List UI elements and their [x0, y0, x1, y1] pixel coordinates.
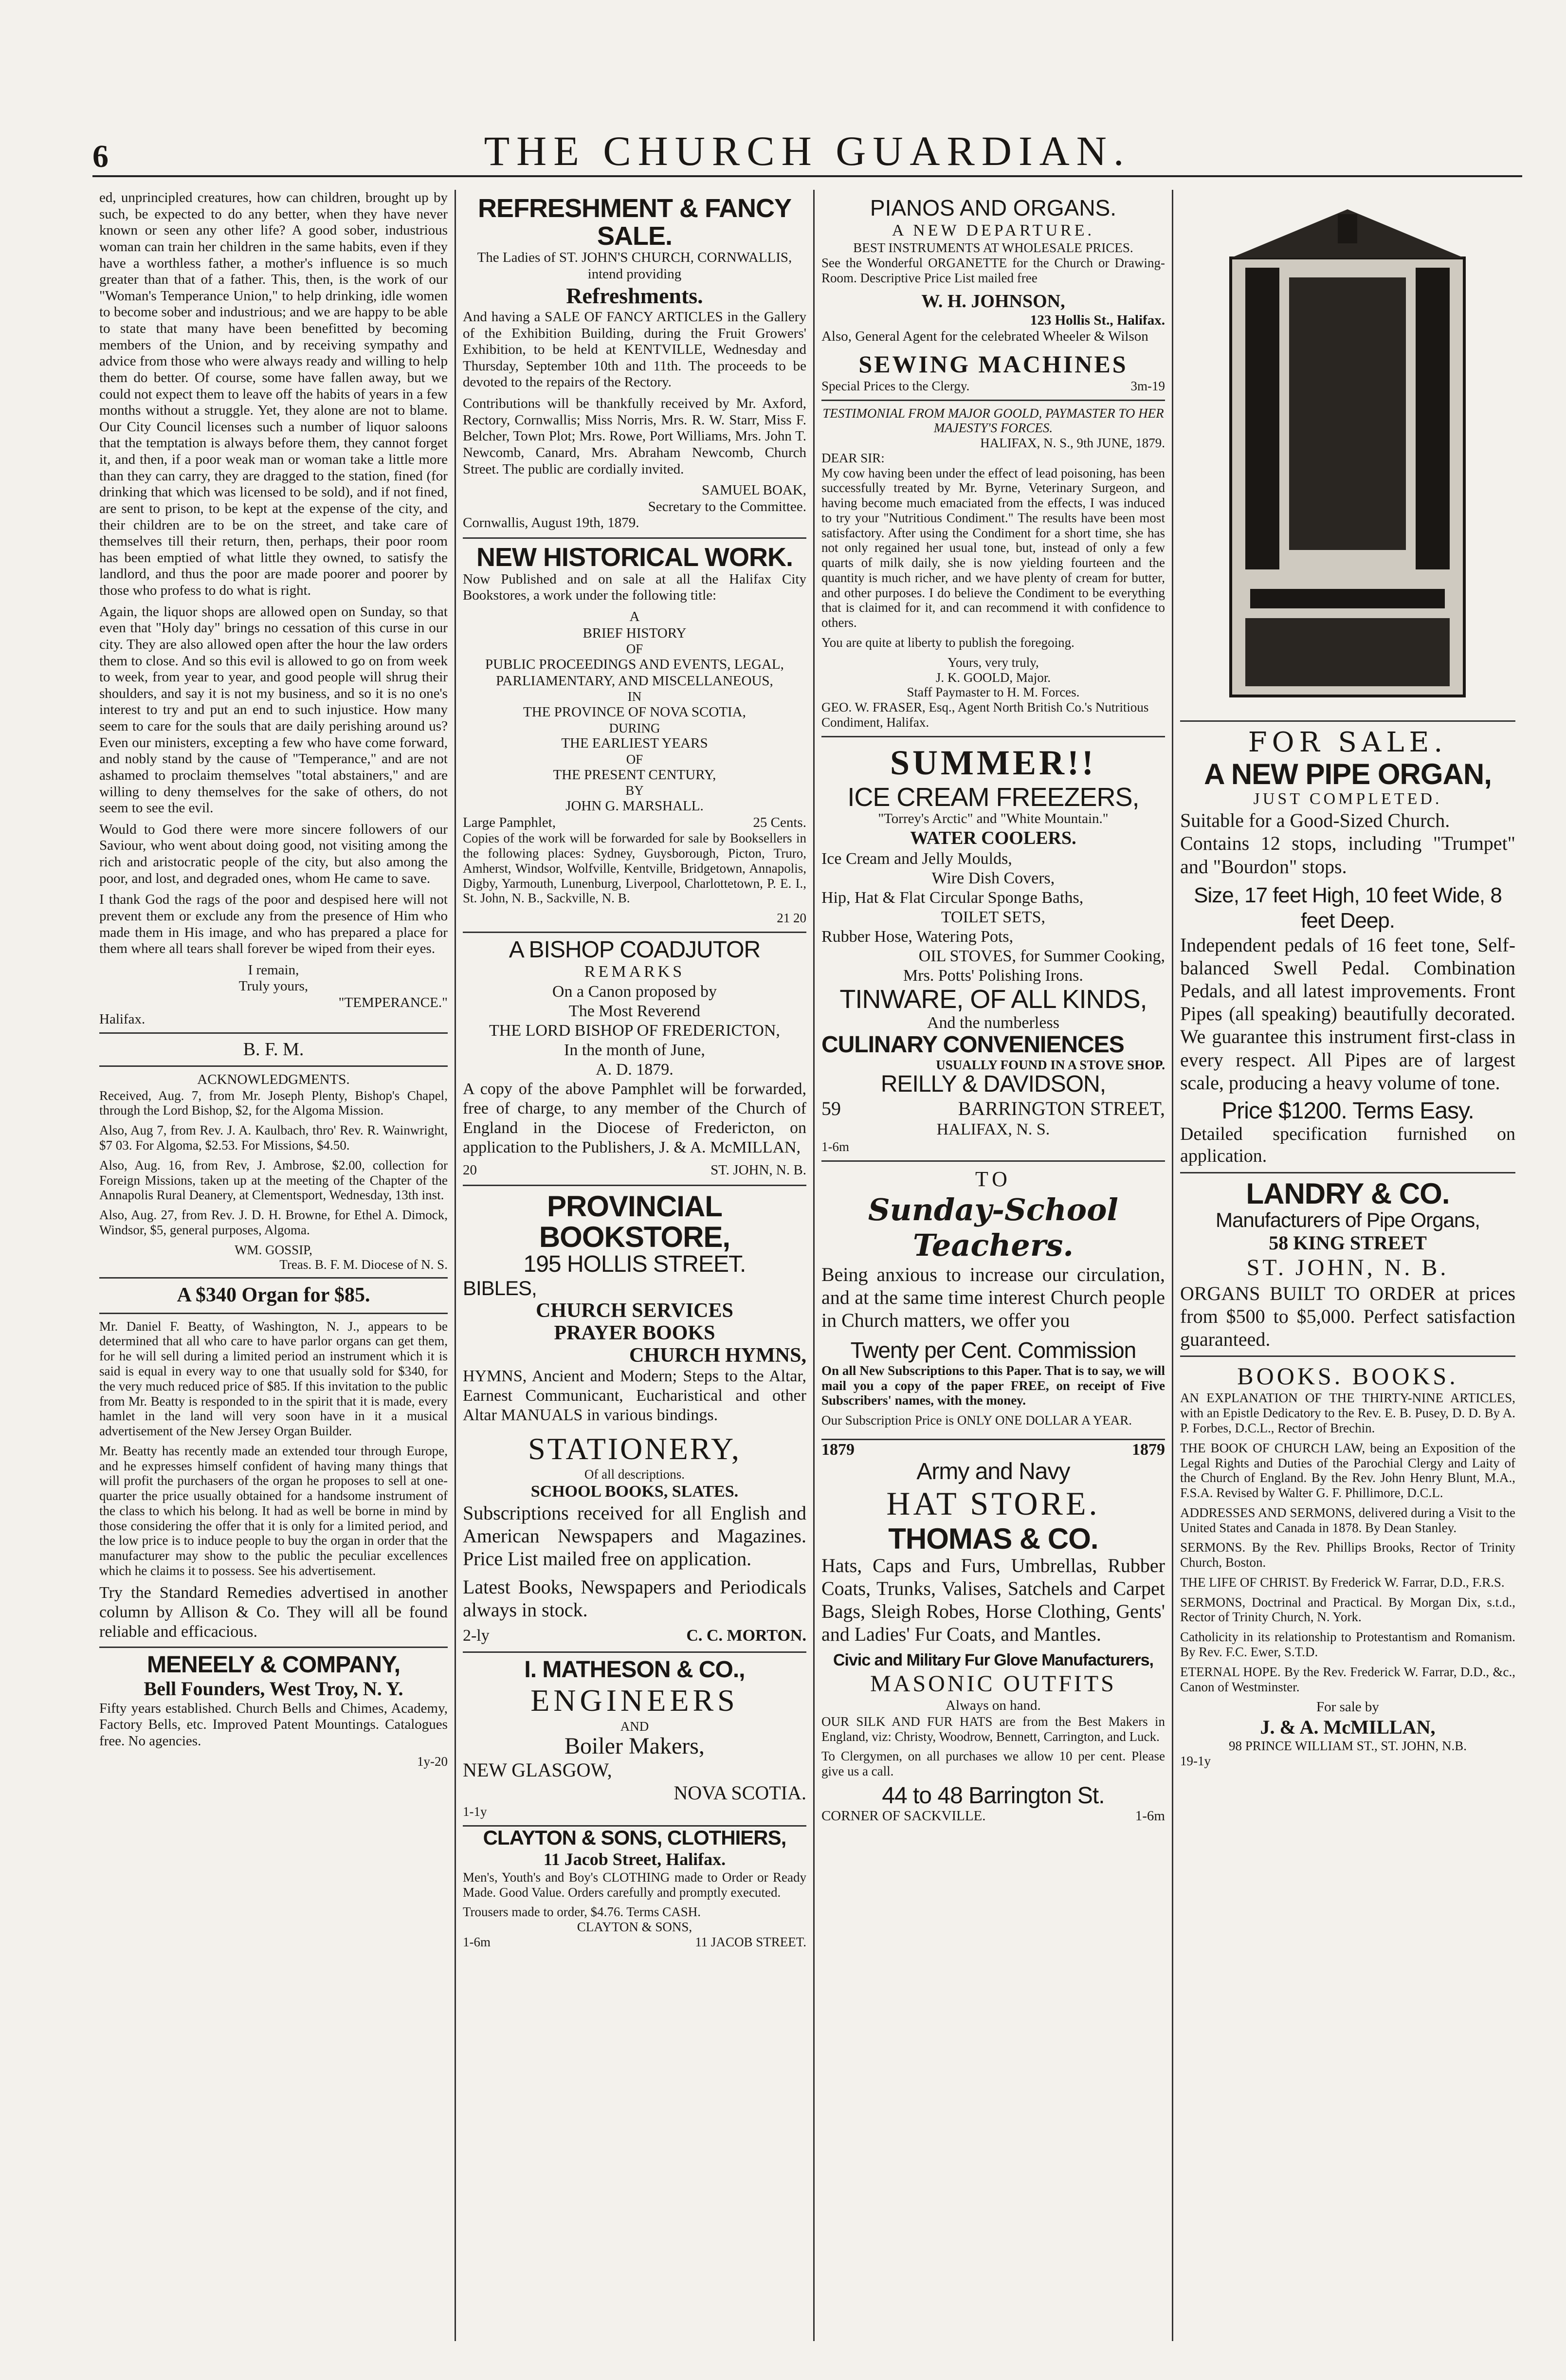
- clayton-ad: [463, 1827, 806, 1949]
- historical-brief: BRIEF HISTORY: [583, 625, 687, 641]
- masthead: THE CHURCH GUARDIAN.: [484, 128, 1131, 174]
- new-pipe-organ: A NEW PIPE ORGAN,: [1204, 758, 1492, 791]
- provincial-hymns-body: HYMNS, Ancient and Modern; Steps to the Altar, Earnest Communicant, Eucharistical and other Altar MANUALS in various bindings.: [462, 1367, 806, 1425]
- st-john: ST. JOHN, N. B.: [1246, 1255, 1449, 1281]
- matheson-place1: NEW GLASGOW,: [462, 1759, 612, 1781]
- meneely-subtitle: Bell Founders, West Troy, N. Y.: [144, 1678, 403, 1700]
- manufacturers: Manufacturers of Pipe Organs,: [1216, 1208, 1480, 1231]
- bishop-title: A BISHOP COADJUTOR: [509, 937, 761, 963]
- pianos-ad: [821, 190, 1165, 401]
- testimonial-dear: DEAR SIR:: [821, 450, 885, 465]
- provincial-code: 2-ly: [462, 1626, 490, 1645]
- refreshment-contributions: Contributions will be thankfully received by Mr. Axford, Rectory, Cornwallis; Miss Norris, Mrs. R. W. Starr, Miss F. Belcher, Town Plot; Mrs. Rowe, Port Williams, Mrs. John T. Newcomb, Canard, Mrs. Abraham Newcomb, Church Street. The public are cordially invited.: [462, 396, 806, 477]
- clayton-address: 11 Jacob Street, Halifax.: [543, 1849, 726, 1869]
- matheson-and: AND: [620, 1719, 649, 1734]
- ack-paragraph: Also, Aug 7, from Rev. J. A. Kaulbach, thro' Rev. R. Wainwright, $7 03. For Algoma, $2.53. For Missions, $4.50.: [99, 1123, 448, 1153]
- bishop-line: The Most Reverend: [568, 1002, 700, 1020]
- reilly-street: BARRINGTON STREET,: [958, 1097, 1165, 1119]
- provincial-church-hymns: CHURCH HYMNS,: [629, 1344, 806, 1367]
- historical-title: NEW HISTORICAL WORK.: [476, 543, 793, 572]
- for-sale-by: For sale by: [1316, 1699, 1379, 1715]
- contains: Contains 12 stops, including "Trumpet" and "Bourdon" stops.: [1180, 832, 1516, 878]
- refreshment-ad: [463, 190, 806, 539]
- teachers-title: Sunday-School Teachers.: [868, 1191, 1118, 1263]
- pianos-title: PIANOS AND ORGANS.: [870, 195, 1117, 220]
- clayton-title: CLAYTON & SONS, CLOTHIERS,: [483, 1826, 786, 1849]
- provincial-owner: C. C. MORTON.: [686, 1626, 806, 1645]
- price: Price $1200. Terms Easy.: [1221, 1098, 1474, 1124]
- teachers-body: Being anxious to increase our circulation, and at the same time interest Church people in Church matters, we offer you: [821, 1263, 1165, 1332]
- historical-of-2: OF: [626, 752, 643, 767]
- testimonial-title: TESTIMONIAL FROM MAJOR GOOLD, PAYMASTER TO HER MAJESTY'S FORCES.: [822, 405, 1164, 436]
- pianos-see: See the Wonderful ORGANETTE for the Church or Drawing-Room. Descriptive Price List mailed free: [821, 256, 1165, 285]
- testimonial-role: Staff Paymaster to H. M. Forces.: [907, 685, 1080, 700]
- teachers-to: TO: [975, 1167, 1011, 1191]
- temperance-letter: [99, 190, 448, 1027]
- testimonial-yours: Yours, very truly,: [947, 655, 1039, 670]
- masonic-sub: Always on hand.: [946, 1698, 1041, 1714]
- book-entry: THE BOOK OF CHURCH LAW, being an Exposition of the Legal Rights and Duties of the Parochial Clergy and Laity of the Church of England. By the Rev. John Henry Blunt, M.A., F.S.A. Revised by Walter G. F. Phillimore, D.C.L.: [1180, 1440, 1516, 1501]
- water-coolers: WATER COOLERS.: [910, 827, 1076, 848]
- bishop-coadjutor-ad: [463, 933, 806, 1186]
- for-sale: FOR SALE.: [1248, 727, 1448, 758]
- remedies-note: Try the Standard Remedies advertised in another column by Allison & Co. They will all be found reliable and efficacious.: [99, 1583, 448, 1641]
- reilly-number: 59: [821, 1097, 841, 1119]
- water-line: Hip, Hat & Flat Circular Sponge Baths,: [821, 888, 1084, 907]
- provincial-latest: Latest Books, Newspapers and Periodicals always in stock.: [462, 1575, 806, 1621]
- pianos-sewing: SEWING MACHINES: [858, 350, 1128, 378]
- clayton-trousers: Trousers made to order, $4.76. Terms CASH.: [462, 1904, 701, 1920]
- king-street: 58 KING STREET: [1269, 1232, 1427, 1254]
- mcmillan-code: 19-1y: [1180, 1753, 1211, 1768]
- pianos-name: W. H. JOHNSON,: [921, 291, 1065, 311]
- water-line: TOILET SETS,: [941, 908, 1045, 927]
- civic: Civic and Military Fur Glove Manufacturers,: [833, 1651, 1153, 1670]
- meneely-body: Fifty years established. Church Bells and Chimes, Academy, Factory Bells, etc. Improved Patent Mountings. Catalogues free. No agencies.: [99, 1700, 448, 1749]
- water-line: OIL STOVES, for Summer Cooking,: [918, 947, 1165, 966]
- independent: Independent pedals of 16 feet tone, Self-balanced Swell Pedal. Combination Pedals, and all latest improvements. Front Pipes (all speaking) beautifully decorated. We guarantee this instrument first-class in every respect. All Pipes are of largest scale, producing a heavy volume of tone.: [1180, 934, 1516, 1094]
- corner: CORNER OF SACKVILLE.: [821, 1808, 986, 1824]
- teachers-ad: [821, 1162, 1165, 1440]
- testimonial-agent: GEO. W. FRASER, Esq., Agent North British Co.'s Nutritious Condiment, Halifax.: [821, 700, 1149, 730]
- clayton-name: CLAYTON & SONS,: [577, 1920, 692, 1935]
- bishop-num: 20: [462, 1162, 477, 1178]
- hat-store-ad: [821, 1440, 1165, 1825]
- ack-paragraph: Received, Aug. 7, from Mr. Joseph Plenty, Bishop's Chapel, through the Lord Bishop, $2, for the Algoma Mission.: [99, 1088, 448, 1118]
- matheson-boiler: Boiler Makers,: [564, 1733, 705, 1759]
- historical-province: THE PROVINCE OF NOVA SCOTIA,: [523, 704, 746, 720]
- provincial-title: PROVINCIAL BOOKSTORE,: [539, 1190, 730, 1254]
- pianos-special: Special Prices to the Clergy.: [821, 378, 970, 393]
- bishop-remarks: REMARKS: [584, 963, 685, 981]
- testimonial-publish: You are quite at liberty to publish the foregoing.: [821, 635, 1074, 650]
- historical-intro: Now Published and on sale at all the Halifax City Bookstores, a work under the following title:: [462, 571, 806, 604]
- provincial-church-services: CHURCH SERVICES: [536, 1299, 733, 1322]
- historical-work-ad: [463, 539, 806, 933]
- water-line: Rubber Hose, Watering Pots,: [821, 928, 1014, 946]
- bishop-copy: A copy of the above Pamphlet will be forwarded, free of charge, to any member of the Church of England in the Diocese of Fredericton, on application to the Publishers, J. & A. McMILLAN,: [462, 1080, 806, 1157]
- refreshment-intro: The Ladies of ST. JOHN'S CHURCH, CORNWALLIS, intend providing: [477, 250, 792, 282]
- sign-name: "TEMPERANCE.": [338, 995, 448, 1010]
- hat-store: HAT STORE.: [886, 1485, 1100, 1522]
- year-right: 1879: [1131, 1440, 1165, 1459]
- organ-paragraph: Mr. Daniel F. Beatty, of Washington, N. J., appears to be determined that all who care to have parlor organs can get them, for he will sell during a limited period an instrument which it is said is equal in every way to one that usually sold for $340, for the very much reduced price of $85. If this invitation to the public from Mr. Beatty is responded to in the spirit that it is made, every hamlet in the land will very soon have in it a musical advertisement of the New Jersey Organ Builder.: [99, 1318, 448, 1439]
- provincial-prayer-books: PRAYER BOOKS: [554, 1321, 715, 1344]
- testimonial-body: My cow having been under the effect of lead poisoning, has been successfully treated by Mr. Byrne, Veterinary Surgeon, and having become much emaciated from the effects, I was induced to try your "Nutritious Condiment." The results have been most satisfactory. After using the Condiment for a short time, she has not only regained her usual tone, but, instead of only a few quarts of milk daily, she is now yielding fourteen and the quantity is much richer, and we have plenty of cream for butter, and other purposes. I do believe the Condiment to be everything that is claimed for it, and can recommend it with confidence to others.: [821, 465, 1165, 630]
- testimonial-ad: [821, 401, 1165, 737]
- matheson-place2: NOVA SCOTIA.: [674, 1782, 806, 1804]
- column-2: [456, 190, 815, 2341]
- commission-body: On all New Subscriptions to this Paper. That is to say, we will mail you a copy of the paper FREE, on receipt of Five Subscribers' names, with the money.: [821, 1363, 1165, 1408]
- water-line: Ice Cream and Jelly Moulds,: [821, 849, 1012, 868]
- historical-of: OF: [626, 641, 643, 657]
- matheson-engineers: ENGINEERS: [530, 1683, 739, 1718]
- culinary: CULINARY CONVENIENCES: [821, 1032, 1124, 1058]
- clergy-discount: To Clergymen, on all purchases we allow 10 per cent. Please give us a call.: [821, 1749, 1165, 1779]
- water-line: Wire Dish Covers,: [931, 869, 1055, 887]
- refreshment-word: Refreshments.: [566, 283, 703, 308]
- reilly-city: HALIFAX, N. S.: [936, 1120, 1050, 1138]
- page-number: 6: [92, 139, 109, 174]
- bishop-line: On a Canon proposed by: [552, 982, 717, 1001]
- provincial-stationery: STATIONERY,: [528, 1431, 741, 1466]
- bishop-line: In the month of June,: [564, 1041, 705, 1059]
- book-entry: SERMONS, Doctrinal and Practical. By Morgan Dix, s.t.d., Rector of Trinity Church, N. York.: [1180, 1594, 1516, 1625]
- matheson-code: 1-1y: [462, 1804, 487, 1819]
- refreshment-secretary: Secretary to the Committee.: [648, 498, 806, 514]
- letter-paragraph: ed, unprincipled creatures, how can children, brought up by such, be expected to do any better, when they have never known or seen any other life? A good sober, industrious woman can train her children in the same habits, even if they have a worthless father, a mother's influence is so much greater than that of a father. This, then, is the work of our "Woman's Temperance Union," to help drinking, idle women to become sober and industrious; and we are happy to be able to state that many have been benefitted by becoming members of the Union, and by receiving sympathy and advice from those who were always ready and willing to help them do better. Of course, some have fallen away, but we could not expect them to leave off the habits of years in a few months without a struggle. Yet, they alone are not to blame. Our City Council licenses such a number of liquor saloons that the temptation is always before them, they cannot forget it, and then, if a poor weak man or woman take a little more than they can carry, they are dragged to the station, fined (for drinking that which was licensed to be sold), and if not fined, are sent to prison, to be kept at the expense of the city, and their children are to be on the street, and take care of themselves till their return, then, perhaps, their poor room has been emptied of what little they owned, to satisfy the landlord, and thus the poor are made poorer and poorer by those who profess to do what is right.: [99, 190, 448, 598]
- matheson-title: I. MATHESON & CO.,: [524, 1657, 745, 1683]
- provincial-bibles: BIBLES,: [462, 1276, 537, 1300]
- organ-paragraph: Mr. Beatty has recently made an extended tour through Europe, and he expresses himself confident of having many things that will profit the purchasers of the organ he proposes to sell at one-quarter the price usually obtained for a handsome instrument of the class to which his belong. It had as well be borne in mind by those considering the offer that it is only for a limited period, and the low price is to induce people to buy the organ in order that the manufacturer may show to the public the peculiar excellences which he claims it to possess. See his advertisement.: [99, 1443, 448, 1578]
- commission-title: Twenty per Cent. Commission: [850, 1337, 1136, 1363]
- mcmillan: J. & A. McMILLAN,: [1260, 1716, 1436, 1738]
- letter-paragraph: Would to God there were more sincere followers of our Saviour, who went about doing good, not visiting among the rich and aristocratic people of the city, but also among the poor, and lost, and degraded ones, whom He came to save.: [99, 821, 448, 886]
- bishop-line: THE LORD BISHOP OF FREDERICTON,: [489, 1021, 780, 1040]
- column-4: [1173, 190, 1522, 2341]
- column-3: [815, 190, 1173, 2341]
- provincial-address: 195 HOLLIS STREET.: [523, 1251, 746, 1278]
- provincial-subscriptions: Subscriptions received for all English and American Newspapers and Magazines. Price List mailed free on application.: [462, 1501, 806, 1570]
- numberless: And the numberless: [927, 1014, 1059, 1032]
- masonic: MASONIC OUTFITS: [870, 1670, 1116, 1697]
- organ-offer-title: A $340 Organ for $85.: [177, 1284, 370, 1307]
- provincial-all: Of all descriptions.: [584, 1467, 685, 1482]
- organ-size: Size, 17 feet High, 10 feet Wide, 8 feet Deep.: [1194, 883, 1502, 933]
- ack-signer: WM. GOSSIP,: [235, 1242, 312, 1257]
- historical-price-label: Large Pamphlet,: [462, 814, 556, 830]
- historical-during: DURING: [609, 720, 660, 735]
- provincial-bookstore-ad: [463, 1186, 806, 1653]
- column-1: [92, 190, 456, 2341]
- historical-price: 25 Cents.: [753, 814, 806, 830]
- bishop-line: A. D. 1879.: [596, 1060, 674, 1079]
- book-entry: ETERNAL HOPE. By the Rev. Frederick W. Farrar, D.D., &c., Canon of Westminster.: [1180, 1664, 1516, 1694]
- letter-paragraph: I thank God the rags of the poor and despised here will not prevent them or exclude any from the presence of Him who made them in His image, and who has prepared a place for them where all tears shall forever be wiped from their eyes.: [99, 892, 448, 957]
- pianos-code: 3m-19: [1130, 378, 1165, 393]
- sign-yours: Truly yours,: [238, 978, 309, 994]
- book-entry: AN EXPLANATION OF THE THIRTY-NINE ARTICLES, with an Epistle Dedicatory to the Rev. E. B. Pusey, D. D. By A. P. Forbes, D.C.L., Rector of Brechin.: [1180, 1391, 1516, 1436]
- pianos-best: BEST INSTRUMENTS AT WHOLESALE PRICES.: [853, 240, 1133, 256]
- meneely-code: 1y-20: [417, 1754, 448, 1769]
- ice-cream-title: ICE CREAM FREEZERS,: [847, 782, 1139, 812]
- refreshment-signer: SAMUEL BOAK,: [702, 482, 806, 498]
- just-completed: JUST COMPLETED.: [1253, 790, 1442, 808]
- pianos-agent: Also, General Agent for the celebrated Wheeler & Wilson: [821, 329, 1148, 345]
- sign-remain: I remain,: [248, 962, 299, 978]
- columns: [92, 190, 1522, 2341]
- meneely-title: MENEELY & COMPANY,: [147, 1652, 400, 1678]
- mcmillan-address: 98 PRINCE WILLIAM ST., ST. JOHN, N.B.: [1228, 1739, 1467, 1754]
- ice-cream-sub: "Torrey's Arctic" and "White Mountain.": [878, 811, 1109, 827]
- pipe-organ-illustration: [1211, 200, 1484, 715]
- clayton-street: 11 JACOB STREET.: [695, 1934, 806, 1949]
- silk-hats: OUR SILK AND FUR HATS are from the Best Makers in England, viz: Christy, Woodrow, Bennett, Carrington, and Luck.: [821, 1714, 1165, 1744]
- refreshment-date: Cornwallis, August 19th, 1879.: [462, 515, 639, 531]
- clayton-code: 1-6m: [462, 1934, 491, 1949]
- historical-code: 21 20: [777, 911, 806, 926]
- summer-ad: [821, 737, 1165, 1162]
- refreshment-title: REFRESHMENT & FANCY SALE.: [477, 194, 791, 251]
- army-navy: Army and Navy: [916, 1459, 1070, 1485]
- historical-in: IN: [627, 689, 642, 704]
- historical-author: JOHN G. MARSHALL.: [565, 798, 704, 814]
- historical-copies: Copies of the work will be forwarded for sale by Booksellers in the following places: Sydney, Guysborough, Picton, Truro, Amherst, Windsor, Wolfville, Kentville, Bridgetown, Annapolis, Digby, Yarmouth, Lunenburg, Liverpool, Charlottetown, P. E. I., St. John, N. B., Sackville, N. B.: [462, 831, 806, 906]
- reilly-title: REILLY & DAVIDSON,: [880, 1071, 1106, 1098]
- thomas-title: THOMAS & CO.: [888, 1522, 1098, 1555]
- bishop-place: ST. JOHN, N. B.: [710, 1162, 806, 1178]
- summer-title: SUMMER!!: [890, 743, 1096, 782]
- reilly-code: 1-6m: [821, 1139, 849, 1154]
- provincial-school: SCHOOL BOOKS, SLATES.: [530, 1482, 739, 1501]
- books-title: BOOKS. BOOKS.: [1237, 1362, 1458, 1390]
- book-entry: THE LIFE OF CHRIST. By Frederick W. Farrar, D.D., F.R.S.: [1180, 1574, 1505, 1590]
- testimonial-date: HALIFAX, N. S., 9th JUNE, 1879.: [980, 436, 1165, 451]
- historical-public: PUBLIC PROCEEDINGS AND EVENTS, LEGAL, PARLIAMENTARY, AND MISCELLANEOUS,: [485, 656, 784, 689]
- water-line: Mrs. Potts' Polishing Irons.: [903, 967, 1083, 985]
- historical-by: BY: [625, 783, 644, 798]
- ack-paragraph: Also, Aug. 27, from Rev. J. D. H. Browne, for Ethel A. Dimock, Windsor, $5, general purposes, Algoma.: [99, 1208, 448, 1237]
- clayton-body: Men's, Youth's and Boy's CLOTHING made to Order or Ready Made. Good Value. Orders carefully and promptly executed.: [462, 1869, 806, 1900]
- book-entry: SERMONS. By the Rev. Phillips Brooks, Rector of Trinity Church, Boston.: [1180, 1540, 1516, 1570]
- refreshment-body: And having a SALE OF FANCY ARTICLES in the Gallery of the Exhibition Building, during the Fruit Growers' Exhibition, to be held at KENTVILLE, Wednesday and Thursday, September 10th and 11th. The proceeds to be devoted to the repairs of the Rectory.: [462, 309, 806, 390]
- matheson-ad: [463, 1653, 806, 1827]
- bfm-heading: B. F. M.: [243, 1039, 304, 1060]
- ack-title: ACKNOWLEDGMENTS.: [197, 1072, 350, 1088]
- historical-a: A: [629, 608, 640, 624]
- testimonial-name: J. K. GOOLD, Major.: [935, 670, 1051, 685]
- letter-paragraph: Again, the liquor shops are allowed open on Sunday, so that even that "Holy day" brings no cessation of this curse in our city. They are also allowed open after the hour the law orders them to close. And so this evil is allowed to go on from week to week, from year to year, and good people will shrug their shoulders, and say it is not my business, and so it is no one's interest to try and put an end to such injustice. How many seem to care for the souls that are daily perishing around us? Even our ministers, excepting a few who have come forward, and nobly stand by the cause of "Temperance," and are not ashamed to proclaim themselves "total abstainers," and are willing to deny themselves for the sake of others, do not seem to see the evil.: [99, 604, 448, 816]
- year-left: 1879: [821, 1440, 855, 1459]
- detailed: Detailed specification furnished on application.: [1180, 1124, 1516, 1167]
- book-entry: Catholicity in its relationship to Protestantism and Romanism. By Rev. F.C. Ewer, S.T.D.: [1180, 1629, 1516, 1659]
- tinware: TINWARE, OF ALL KINDS,: [839, 985, 1147, 1014]
- book-entry: ADDRESSES AND SERMONS, delivered during a Visit to the United States and Canada in 1878. By Dean Stanley.: [1180, 1505, 1516, 1535]
- thomas-body: Hats, Caps and Furs, Umbrellas, Rubber Coats, Trunks, Valises, Satchels and Carpet Bags, Sleigh Robes, Horse Clothing, Gents' and Ladies' Fur Coats, and Mantles.: [821, 1554, 1165, 1646]
- historical-earliest: THE EARLIEST YEARS: [561, 735, 708, 751]
- corner-code: 1-6m: [1135, 1808, 1165, 1824]
- historical-present: THE PRESENT CENTURY,: [553, 767, 716, 783]
- ack-paragraph: Also, Aug. 16, from Rev, J. Ambrose, $2.00, collection for Foreign Missions, taken up at the meeting of the Chapter of the Annapolis Rural Deanery, at Clementsport, Wednesday, 13th inst.: [99, 1157, 448, 1203]
- hat-address: 44 to 48 Barrington St.: [882, 1782, 1105, 1809]
- commission-price: Our Subscription Price is ONLY ONE DOLLAR A YEAR.: [821, 1413, 1132, 1428]
- page-header: [92, 122, 1522, 177]
- suitable: Suitable for a Good-Sized Church.: [1180, 809, 1450, 832]
- ack-treasurer: Treas. B. F. M. Diocese of N. S.: [279, 1257, 448, 1272]
- pianos-address: 123 Hollis St., Halifax.: [1030, 312, 1165, 328]
- organs-built: ORGANS BUILT TO ORDER at prices from $500 to $5,000. Perfect satisfaction guaranteed.: [1180, 1282, 1516, 1351]
- sign-place: Halifax.: [99, 1011, 146, 1027]
- pianos-subtitle: A NEW DEPARTURE.: [892, 221, 1094, 240]
- landry-title: LANDRY & CO.: [1246, 1177, 1450, 1210]
- usually: USUALLY FOUND IN A STOVE SHOP.: [936, 1057, 1165, 1072]
